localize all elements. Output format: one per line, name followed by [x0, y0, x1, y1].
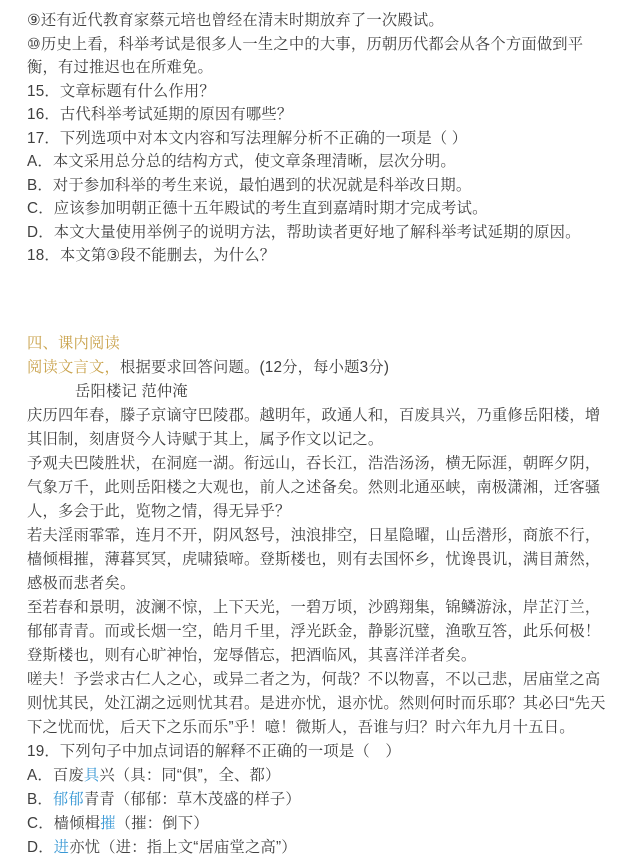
question-19-option-c	[27, 812, 612, 836]
option-c-post: （摧：倒下）	[115, 814, 209, 832]
option-a-annotated-word: 具	[83, 766, 100, 784]
passage-paragraph-2: 予观夫巴陵胜状，在洞庭一湖。衔远山，吞长江，浩浩汤汤，横无际涯，朝晖夕阴，气象万千，此则岳阳楼之大观也，前人之述备矣。然则北通巫峡，南极潇湘，迁客骚人，多会于此，览物之情，得无异乎？	[27, 454, 601, 520]
question-19-option-d	[27, 836, 612, 860]
option-a-pre: A．百废	[27, 766, 84, 784]
passage-paragraph-5: 嗟夫！予尝求古仁人之心，或异二者之为，何哉？不以物喜，不以己悲，居庙堂之高则忧其民，处江湖之远则忧其君。是进亦忧，退亦忧。然则何时而乐耶？其必曰“先天下之忧而忧，后天下之乐而乐”乎！噫！微斯人，吾谁与归？时六年九月十五日。	[27, 670, 606, 736]
question-17-option-d: D．本文大量使用举例子的说明方法，帮助读者更好地了解科举考试延期的原因。	[27, 223, 581, 241]
instruction-rest: 根据要求回答问题。(12分，每小题3分)	[119, 358, 390, 376]
option-b-post: 青青（郁郁：草木茂盛的样子）	[83, 790, 301, 808]
passage-title: 岳阳楼记 范仲淹	[75, 382, 188, 400]
note-item-10: ⑩历史上看，科举考试是很多人一生之中的大事，历朝历代都会从各个方面做到平衡，有过推迟也在所难免。	[27, 35, 584, 76]
question-16: 16．古代科举考试延期的原因有哪些？	[27, 106, 293, 123]
question-17-option-b: B．对于参加科举的考生来说，最怕遇到的状况就是科举改日期。	[27, 176, 472, 194]
option-d-pre: D．	[27, 838, 54, 856]
section-four-title: 四、课内阅读	[27, 334, 120, 352]
question-17-option-a: A．本文采用总分总的结构方式，使文章条理清晰，层次分明。	[27, 153, 456, 170]
question-19-option-b	[27, 788, 612, 812]
passage-paragraph-3: 若夫淫雨霏霏，连月不开，阴风怒号，浊浪排空，日星隐曜，山岳潜形，商旅不行，樯倾楫摧，薄暮冥冥，虎啸猿啼。登斯楼也，则有去国怀乡，忧谗畏讥，满目萧然，感极而悲者矣。	[27, 526, 601, 592]
option-c-pre: C．樯倾楫	[27, 814, 101, 832]
question-19-option-a	[27, 764, 612, 788]
option-a-post: 兴（具：同“俱”，全、都）	[99, 766, 281, 784]
passage-paragraph-4: 至若春和景明，波澜不惊，上下天光，一碧万顷，沙鸥翔集，锦鳞游泳，岸芷汀兰，郁郁青青。而或长烟一空，皓月千里，浮光跃金，静影沉璧，渔歌互答，此乐何极！登斯楼也，则有心旷神怡，宠辱偕忘，把酒临风，其喜洋洋者矣。	[27, 598, 601, 664]
question-17: 17．下列选项中对本文内容和写法理解分析不正确的一项是（ ）	[27, 129, 468, 147]
option-b-annotated-word: 郁郁	[52, 790, 84, 808]
question-15: 15．文章标题有什么作用？	[27, 82, 215, 100]
reading-section-four	[27, 332, 612, 860]
option-b-pre: B．	[27, 790, 53, 808]
reading-section-three-tail	[27, 9, 612, 268]
section-four-instruction	[27, 356, 612, 380]
question-17-option-c: C．应该参加明朝正德十五年殿试的考生直到嘉靖时期才完成考试。	[27, 200, 488, 217]
option-d-annotated-word: 进	[53, 838, 70, 856]
note-item-9: ⑨还有近代教育家蔡元培也曾经在清末时期放弃了一次殿试。	[27, 12, 444, 29]
passage-paragraph-1: 庆历四年春，滕子京谪守巴陵郡。越明年，政通人和，百废具兴，乃重修岳阳楼，增其旧制，刻唐贤今人诗赋于其上，属予作文以记之。	[27, 406, 601, 448]
question-19: 19．下列句子中加点词语的解释不正确的一项是（ ）	[27, 742, 401, 760]
question-18: 18．本文第③段不能删去，为什么？	[27, 247, 276, 264]
option-d-post: 亦忧（进：指上文“居庙堂之高”）	[69, 838, 297, 856]
instruction-highlight: 阅读文言文，	[27, 358, 120, 376]
option-c-annotated-word: 摧	[100, 814, 116, 832]
